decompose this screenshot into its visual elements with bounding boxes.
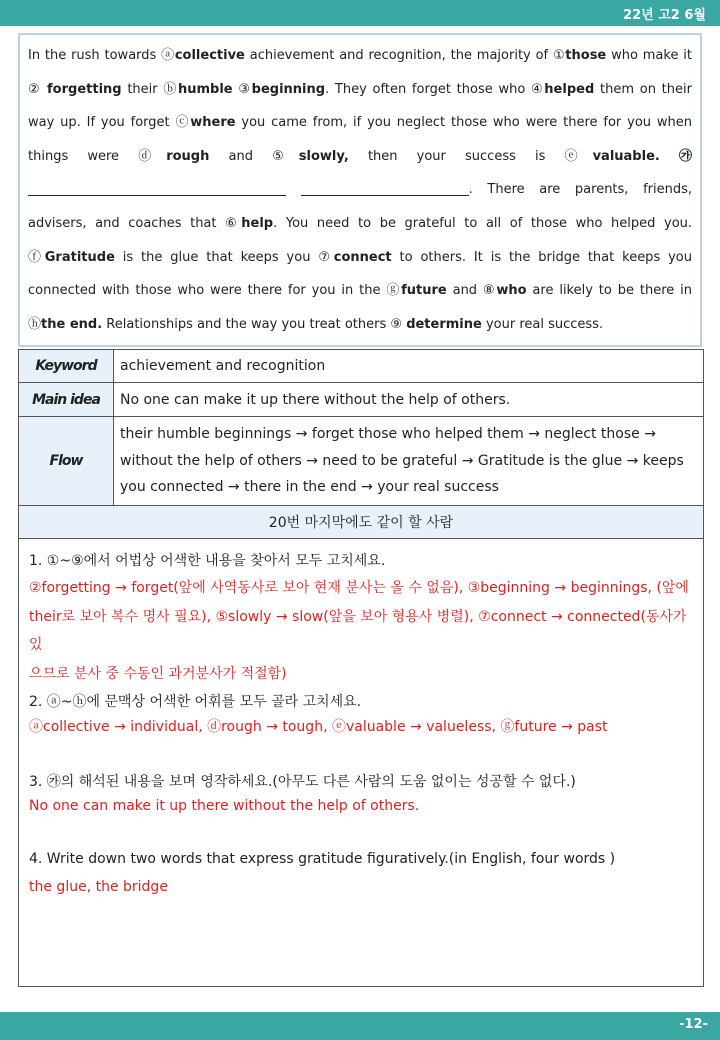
exam-tag: 22년 고2 6월 (623, 8, 706, 23)
keyword-value: achievement and recognition (114, 350, 704, 383)
question-3: 3. ㉮의 해석된 내용을 보며 영작하세요.(아무도 다른 사람의 도움 없이는 성공할 수 없다.) (29, 774, 576, 790)
keyword-label: Keyword (19, 350, 114, 383)
passage-box (18, 33, 702, 347)
question-4: 4. Write down two words that express gratitude figuratively.(in English, four words ) (29, 851, 616, 867)
summary-table (18, 349, 704, 539)
page-number: -12- (679, 1017, 708, 1032)
main-idea-label: Main idea (19, 383, 114, 417)
flow-value: their humble beginnings → forget those who helped them → neglect those → without the help of others → need to be grateful → Gratitude is the glue → keeps you connected → there in the end → your real success (114, 417, 704, 506)
answer-3: No one can make it up there without the help of others. (29, 798, 420, 814)
question-1: 1. ①~⑨에서 어법상 어색한 내용을 찾아서 모두 고치세요. (29, 553, 386, 569)
answer-4: the glue, the bridge (29, 879, 168, 895)
main-idea-value: No one can make it up there without the help of others. (114, 383, 704, 417)
question-2: 2. ⓐ~ⓗ에 문맥상 어색한 어휘를 모두 골라 고치세요. (29, 694, 362, 710)
answer-blank-1 (28, 181, 286, 196)
passage-text: In the rush towards ⓐcollective achievement and recognition, the majority of ①those who make it ② forgetting their ⓑhumble ③beginning. They often forget those who ④helped them on their way up. If you forget ⓒwhere you came from, if you neglect those who were there for you when things were ⓓrough and ⑤slowly, then your success is ⓔvaluable. ㉮ . There are parents, friends, advisers, and coaches that ⑥help. You need to be grateful to all of those who helped you. ⓕGratitude is the glue that keeps you ⑦connect to others. It is the bridge that keeps you connected with those who were there for you in the ⓖfuture and ⑧who are likely to be there in ⓗthe end. Relationships and the way you treat others ⑨ determine your real success. (28, 48, 693, 332)
section-title: 20번 마지막에도 같이 할 사람 (19, 505, 704, 538)
answer-1: ②forgetting → forget(앞에 사역동사로 보아 현재 분사는 올 수 없음), ③beginning → beginnings, (앞에 their로 보아 복수 명사 필요), ⑤slowly → slow(앞을 보아 형용사 병렬), ⑦connect → connected(동사가 있 으므로 분사 중 수동인 과거분사가 적절함) (29, 580, 689, 682)
flow-label: Flow (19, 417, 114, 506)
answer-blank-2 (301, 181, 469, 196)
answer-2: ⓐcollective → individual, ⓓrough → tough, ⓔvaluable → valueless, ⓖfuture → past (29, 719, 608, 735)
header-bar (0, 0, 720, 26)
footer-bar (0, 1012, 720, 1040)
questions-box (18, 538, 704, 987)
